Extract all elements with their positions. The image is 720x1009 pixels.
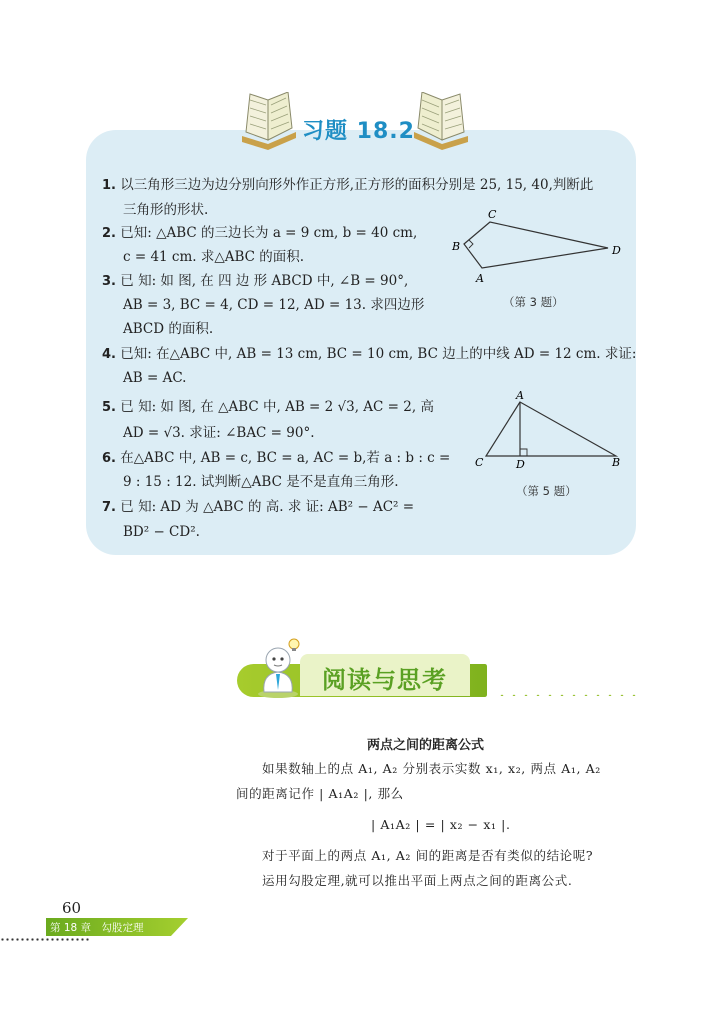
figure-5-label-c: C — [475, 456, 484, 469]
exercise-3-line-3: ABCD 的面积. — [123, 321, 214, 337]
exercise-2-line-1: 2. 已知: △ABC 的三边长为 a = 9 cm, b = 40 cm, — [102, 225, 418, 241]
open-book-icon — [238, 92, 300, 150]
exercise-6-line-2: 9 : 15 : 12. 试判断△ABC 是不是直角三角形. — [123, 474, 399, 490]
exercise-4-line-2: AB = AC. — [123, 370, 187, 386]
open-book-icon — [410, 92, 472, 150]
exercise-2-line-2: c = 41 cm. 求△ABC 的面积. — [123, 249, 305, 265]
reading-subtitle: 两点之间的距离公式 — [367, 738, 485, 753]
exercise-5-line-1: 5. 已 知: 如 图, 在 △ABC 中, AB = 2 √3, AC = 2, 高 — [102, 399, 434, 415]
figure-5-caption: （第 5 题） — [516, 484, 577, 498]
figure-3-label-b: B — [452, 240, 461, 253]
exercise-7-line-1: 7. 已 知: AD 为 △ABC 的 高. 求 证: AB² − AC² = — [102, 499, 415, 515]
figure-3-label-a: A — [476, 272, 484, 285]
exercise-6-line-1: 6. 在△ABC 中, AB = c, BC = a, AC = b,若 a : b : c = — [102, 450, 451, 466]
page-number: 60 — [62, 899, 82, 917]
figure-5-label-b: B — [612, 456, 621, 469]
figure-5-label-d: D — [516, 458, 525, 471]
reading-paragraph-line-2: 间的距离记作 | A₁A₂ |, 那么 — [236, 786, 404, 801]
figure-5-label-a: A — [516, 389, 524, 402]
chapter-label: 第 18 章 勾股定理 — [50, 922, 144, 934]
reading-paragraph-line-1: 如果数轴上的点 A₁, A₂ 分别表示实数 x₁, x₂, 两点 A₁, A₂ — [262, 761, 601, 776]
thinking-figure-icon — [254, 636, 306, 700]
figure-3-quadrilateral — [446, 206, 626, 290]
footer-dotted-line — [0, 938, 90, 941]
reading-paragraph-line-3: 对于平面上的两点 A₁, A₂ 间的距离是否有类似的结论呢? — [262, 848, 594, 863]
figure-3-label-d: D — [612, 244, 621, 257]
exercise-1-line-1: 1. 以三角形三边为边分别向形外作正方形,正方形的面积分别是 25, 15, 40,判断此 — [102, 177, 594, 193]
exercise-3-line-2: AB = 3, BC = 4, CD = 12, AD = 13. 求四边形 — [123, 297, 425, 313]
reading-banner-title: 阅读与思考 — [322, 666, 447, 694]
exercise-4-line-1: 4. 已知: 在△ABC 中, AB = 13 cm, BC = 10 cm, BC 边上的中线 AD = 12 cm. 求证: — [102, 346, 637, 362]
exercise-7-line-2: BD² − CD². — [123, 524, 200, 540]
reading-divider-dots — [496, 694, 641, 696]
exercise-title: 习题 18.2 — [302, 119, 415, 144]
exercise-1-line-2: 三角形的形状. — [123, 202, 209, 218]
figure-3-label-c: C — [488, 208, 497, 221]
exercise-5-line-2: AD = √3. 求证: ∠BAC = 90°. — [123, 425, 315, 441]
figure-5-triangle — [472, 388, 632, 472]
reading-paragraph-line-4: 运用勾股定理,就可以推出平面上两点之间的距离公式. — [262, 873, 573, 888]
figure-3-caption: （第 3 题） — [503, 295, 564, 309]
exercise-3-line-1: 3. 已 知: 如 图, 在 四 边 形 ABCD 中, ∠B = 90°, — [102, 273, 409, 289]
reading-formula: | A₁A₂ | = | x₂ − x₁ |. — [371, 817, 511, 832]
